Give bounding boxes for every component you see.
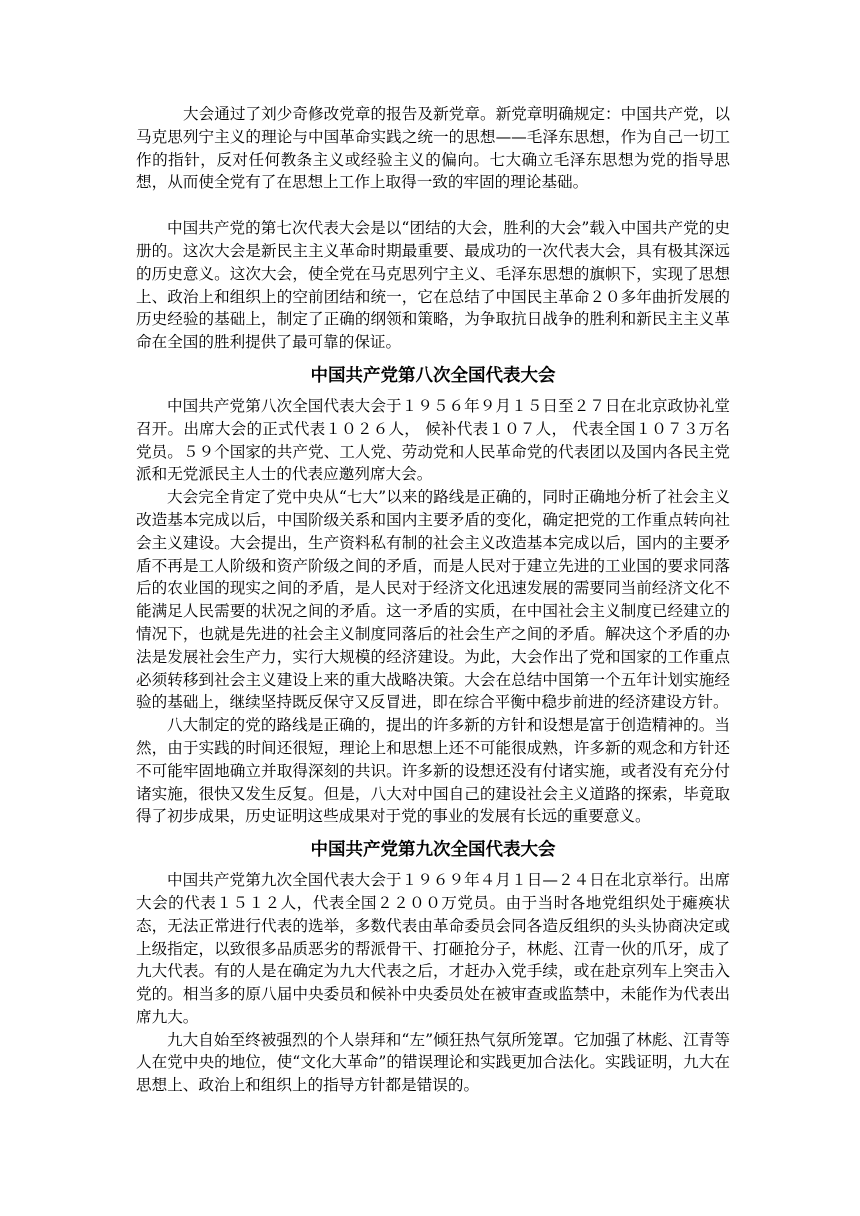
eighth-congress-paragraph-1: 中国共产党第八次全国代表大会于１９５６年９月１５日至２７日在北京政协礼堂召开。出席大会的正式代表１０２６人， 候补代表１０７人， 代表全国１０７３万名党员。５９个国家的共产党、工人党、劳动党和人民革命党的代表团以及国内各民主党派和无党派民主人士的代表应邀列席大会。	[136, 396, 730, 484]
ninth-congress-paragraph-1: 中国共产党第九次全国代表大会于１９６９年４月１日—２４日在北京举行。出席大会的代表１５１２人，代表全国２２００万党员。由于当时各地党组织处于瘫痪状态，无法正常进行代表的选举，多数代表由革命委员会同各造反组织的头头协商决定或上级指定，以致很多品质恶劣的帮派骨干、打砸抢分子，林彪、江青一伙的爪牙，成了九大代表。有的人是在确定为九大代表之后，才赶办入党手续，或在赴京列车上突击入党的。相当多的原八届中央委员和候补中央委员处在被审查或监禁中，未能作为代表出席九大。	[136, 871, 730, 1026]
document-body	[136, 103, 730, 1097]
section-heading-eighth-congress: 中国共产党第八次全国代表大会	[310, 365, 556, 386]
intro-paragraph-2: 中国共产党的第七次代表大会是以“团结的大会，胜利的大会”载入中国共产党的史册的。这次大会是新民主主义革命时期最重要、最成功的一次代表大会，具有极其深远的历史意义。这次大会，使全党在马克思列宁主义、毛泽东思想的旗帜下，实现了思想上、政治上和组织上的空前团结和统一，它在总结了中国民主革命２０多年曲折发展的历史经验的基础上，制定了正确的纲领和策略，为争取抗日战争的胜利和新民主主义革命在全国的胜利提供了最可靠的保证。	[136, 219, 730, 352]
eighth-congress-paragraph-3: 八大制定的党的路线是正确的，提出的许多新的方针和设想是富于创造精神的。当然，由于实践的时间还很短，理论上和思想上还不可能很成熟，许多新的观念和方针还不可能牢固地确立并取得深刻的共识。许多新的设想还没有付诸实施，或者没有充分付诸实施，很快又发生反复。但是，八大对中国自己的建设社会主义道路的探索，毕竟取得了初步成果，历史证明这些成果对于党的事业的发展有长远的重要意义。	[136, 716, 730, 826]
ninth-congress-paragraph-2: 九大自始至终被强烈的个人崇拜和“左”倾狂热气氛所笼罩。它加强了林彪、江青等人在党中央的地位，使“文化大革命”的错误理论和实践更加合法化。实践证明，九大在思想上、政治上和组织上的指导方针都是错误的。	[136, 1030, 730, 1095]
eighth-congress-paragraph-2: 大会完全肯定了党中央从“七大”以来的路线是正确的，同时正确地分析了社会主义改造基本完成以后，中国阶级关系和国内主要矛盾的变化，确定把党的工作重点转向社会主义建设。大会提出，生产资料私有制的社会主义改造基本完成以后，国内的主要矛盾不再是工人阶级和资产阶级之间的矛盾，而是人民对于建立先进的工业国的要求同落后的农业国的现实之间的矛盾，是人民对于经济文化迅速发展的需要同当前经济文化不能满足人民需要的状况之间的矛盾。这一矛盾的实质，在中国社会主义制度已经建立的情况下，也就是先进的社会主义制度同落后的社会生产之间的矛盾。解决这个矛盾的办法是发展社会生产力，实行大规模的经济建设。为此，大会作出了党和国家的工作重点必须转移到社会主义建设上来的重大战略决策。大会在总结中国第一个五年计划实施经验的基础上，继续坚持既反保守又反冒进，即在综合平衡中稳步前进的经济建设方针。	[136, 488, 730, 712]
section-heading-ninth-congress: 中国共产党第九次全国代表大会	[310, 840, 556, 861]
intro-paragraph-1: 大会通过了刘少奇修改党章的报告及新党章。新党章明确规定：中国共产党，以马克思列宁主义的理论与中国革命实践之统一的思想——毛泽东思想，作为自己一切工作的指针，反对任何教条主义或经验主义的偏向。七大确立毛泽东思想为党的指导思想，从而使全党有了在思想上工作上取得一致的牢固的理论基础。	[136, 105, 730, 192]
paragraph-gap	[136, 194, 730, 217]
